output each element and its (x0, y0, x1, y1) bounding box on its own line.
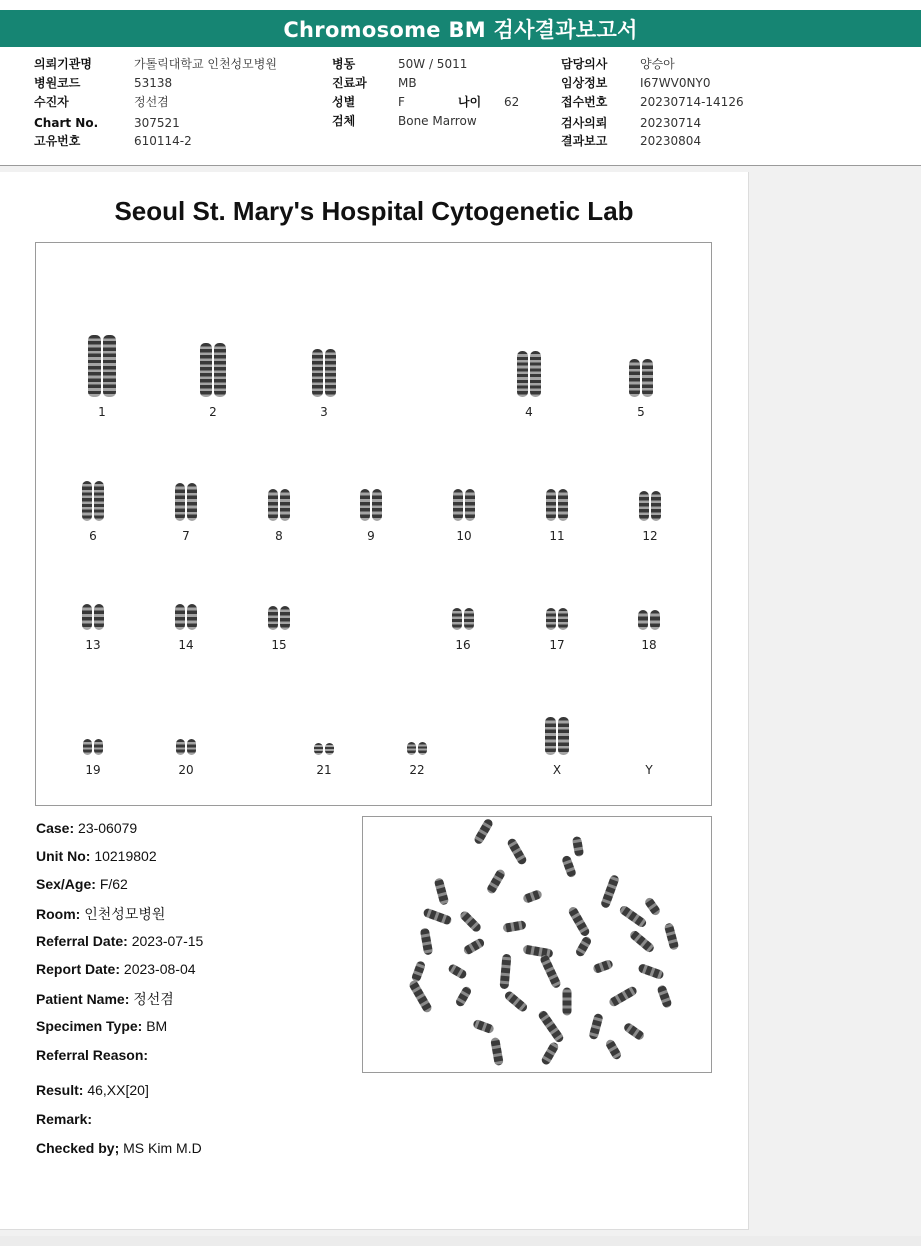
value-receipt-no: 20230714-14126 (640, 95, 744, 109)
chromosome-label: 18 (641, 638, 657, 652)
metaphase-chromosome (588, 1013, 603, 1040)
chromosome-X-a (545, 717, 556, 755)
metaphase-chromosome (628, 929, 655, 954)
metaphase-chromosome (637, 963, 665, 980)
chromosome-3-b (325, 349, 336, 397)
chromosome-label: 7 (182, 529, 190, 543)
lab-title: Seoul St. Mary's Hospital Cytogenetic Lab (114, 196, 634, 226)
chromosome-14-b (187, 604, 197, 630)
case-value: 23-06079 (78, 820, 138, 836)
chromosome-7-b (187, 483, 197, 521)
chromosome-label: 14 (178, 638, 194, 652)
chromosome-1-b (103, 335, 116, 397)
metaphase-chromosome (656, 984, 672, 1009)
label-unique-no: 고유번호 (34, 134, 81, 148)
metaphase-chromosome (522, 889, 543, 904)
label-receipt-no: 접수번호 (561, 95, 608, 109)
chromosome-3-a (312, 349, 323, 397)
chromosome-label: 4 (525, 405, 533, 419)
metaphase-chromosome (420, 927, 434, 955)
value-specimen: Bone Marrow (398, 114, 477, 128)
metaphase-chromosome (458, 909, 482, 933)
patient-name-value: 정선겸 (133, 991, 174, 1007)
chromosome-label: 8 (275, 529, 283, 543)
label-clinical-info: 임상정보 (561, 76, 608, 90)
specimen-type-value: BM (146, 1018, 168, 1034)
metaphase-chromosome (643, 896, 661, 917)
metaphase-chromosome (447, 963, 468, 980)
chromosome-10-b (465, 489, 475, 521)
chromosome-12-a (639, 491, 649, 521)
label-physician: 담당의사 (561, 57, 608, 71)
referral-date-field: Referral Date: 2023-07-15 (36, 933, 204, 949)
label-age: 나이 (458, 95, 482, 109)
chromosome-16-b (464, 608, 474, 630)
chromosome-label: 16 (455, 638, 471, 652)
metaphase-chromosome (499, 954, 511, 990)
chromosome-4-a (517, 351, 528, 397)
chromosome-label: X (552, 763, 562, 777)
value-sex: F (398, 95, 405, 109)
chromosome-15-b (280, 606, 290, 630)
metaphase-chromosome (522, 944, 553, 958)
report-banner (0, 10, 921, 47)
remark-field: Remark: (36, 1111, 93, 1127)
chromosome-10-a (453, 489, 463, 521)
specimen-type-field: Specimen Type: BM (36, 1018, 168, 1034)
label-result-report: 결과보고 (561, 134, 608, 148)
label-department: 진료과 (332, 76, 367, 90)
metaphase-chromosome (540, 1041, 560, 1066)
chromosome-label: Y (645, 763, 653, 777)
chromosome-13-a (82, 604, 92, 630)
chromosome-label: 20 (178, 763, 194, 777)
checked-by-field: Checked by; MS Kim M.D (36, 1140, 202, 1156)
chromosome-4-b (530, 351, 541, 397)
chromosome-label: 9 (367, 529, 375, 543)
sex-age-field: Sex/Age: F/62 (36, 876, 128, 892)
chromosome-label: 22 (409, 763, 425, 777)
chromosome-9-a (360, 489, 370, 521)
chromosome-13-b (94, 604, 104, 630)
chromosome-17-b (558, 608, 568, 630)
chromosome-15-a (268, 606, 278, 630)
checked-by-value: MS Kim M.D (123, 1140, 202, 1156)
karyogram-image (35, 242, 712, 806)
value-age: 62 (504, 95, 520, 109)
value-department: MB (398, 76, 417, 90)
value-clinical-info: I67WV0NY0 (640, 76, 711, 90)
chromosome-label: 12 (642, 529, 658, 543)
chromosome-label: 10 (456, 529, 472, 543)
label-patient: 수진자 (34, 95, 69, 109)
metaphase-chromosome (592, 959, 614, 974)
value-result-report: 20230804 (640, 134, 702, 148)
chromosome-7-a (175, 483, 185, 521)
metaphase-chromosome (567, 905, 591, 937)
chromosome-19-b (94, 739, 103, 755)
label-chart-no: Chart No. (34, 116, 99, 130)
metaphase-chromosome (604, 1038, 622, 1061)
bottom-strip (0, 1236, 921, 1246)
chromosome-label: 17 (549, 638, 565, 652)
metaphase-chromosome (563, 988, 572, 1016)
chromosome-label: 21 (316, 763, 332, 777)
metaphase-chromosome (462, 937, 486, 956)
metaphase-chromosome (473, 818, 494, 846)
chromosome-19-a (83, 739, 92, 755)
chromosome-11-a (546, 489, 556, 521)
chromosome-label: 13 (85, 638, 101, 652)
chromosome-14-a (175, 604, 185, 630)
label-sex: 성별 (332, 95, 356, 109)
referral-date-value: 2023-07-15 (131, 933, 204, 949)
chromosome-2-b (214, 343, 226, 397)
patient-name-field: Patient Name: 정선겸 (36, 991, 174, 1007)
metaphase-chromosome (490, 1037, 504, 1066)
chromosome-label: 19 (85, 763, 101, 777)
chromosome-20-b (187, 739, 196, 755)
metaphase-chromosome (537, 1009, 565, 1044)
chromosome-18-b (650, 610, 660, 630)
value-chart-no: 307521 (134, 116, 180, 130)
label-hospital-code: 병원코드 (34, 76, 81, 90)
chromosome-11-b (558, 489, 568, 521)
chromosome-20-a (176, 739, 185, 755)
value-requesting-institution: 가톨릭대학교 인천성모병원 (134, 57, 277, 71)
metaphase-chromosome (561, 855, 577, 879)
label-request-date: 검사의뢰 (561, 116, 608, 130)
chromosome-8-b (280, 489, 290, 521)
chromosome-label: 2 (209, 405, 217, 419)
metaphase-chromosome (454, 985, 472, 1008)
chromosome-1-a (88, 335, 101, 397)
metaphase-chromosome (506, 837, 528, 866)
chromosome-5-a (629, 359, 640, 397)
label-ward: 병동 (332, 57, 356, 71)
value-hospital-code: 53138 (134, 76, 173, 90)
value-ward: 50W / 5011 (398, 57, 468, 71)
metaphase-chromosome (472, 1019, 495, 1035)
metaphase-chromosome (408, 979, 433, 1014)
chromosome-label: 15 (271, 638, 287, 652)
metaphase-chromosome (434, 877, 450, 905)
room-value: 인천성모병원 (84, 906, 166, 922)
referral-reason-field: Referral Reason: (36, 1047, 149, 1063)
metaphase-chromosome (618, 904, 648, 929)
chromosome-label: 3 (320, 405, 328, 419)
chromosome-21-b (325, 743, 334, 755)
chromosome-18-a (638, 610, 648, 630)
value-patient: 정선겸 (134, 95, 169, 109)
metaphase-chromosome (572, 836, 584, 857)
result-field: Result: 46,XX[20] (36, 1082, 149, 1098)
metaphase-spread-graphic (363, 817, 711, 1072)
report-date-value: 2023-08-04 (123, 961, 196, 977)
report-date-field: Report Date: 2023-08-04 (36, 961, 196, 977)
chromosome-8-a (268, 489, 278, 521)
metaphase-chromosome (411, 960, 427, 983)
patient-info-panel (0, 47, 921, 166)
metaphase-chromosome (600, 874, 620, 909)
unit-no-field: Unit No: 10219802 (36, 848, 157, 864)
room-field: Room: 인천성모병원 (36, 906, 166, 922)
chromosome-label: 1 (98, 405, 106, 419)
chromosome-5-b (642, 359, 653, 397)
chromosome-label: 5 (637, 405, 645, 419)
label-requesting-institution: 의뢰기관명 (34, 57, 92, 71)
metaphase-chromosome (486, 868, 507, 895)
chromosome-17-a (546, 608, 556, 630)
value-unique-no: 610114-2 (134, 134, 192, 148)
chromosome-2-a (200, 343, 212, 397)
chromosome-6-b (94, 481, 104, 521)
metaphase-chromosome (422, 907, 452, 925)
chromosome-16-a (452, 608, 462, 630)
unit-no-value: 10219802 (94, 848, 157, 864)
chromosome-X-b (558, 717, 569, 755)
metaphase-image (362, 816, 712, 1073)
chromosome-label: 11 (549, 529, 565, 543)
metaphase-chromosome (622, 1022, 645, 1042)
chromosome-6-a (82, 481, 92, 521)
metaphase-chromosome (664, 922, 680, 950)
report-title: Chromosome BM 검사결과보고서 (283, 17, 638, 42)
chromosome-21-a (314, 743, 323, 755)
result-value: 46,XX[20] (87, 1082, 149, 1098)
value-request-date: 20230714 (640, 116, 702, 130)
metaphase-chromosome (574, 935, 592, 958)
metaphase-chromosome (502, 920, 526, 933)
chromosome-label: 6 (89, 529, 97, 543)
chromosome-12-b (651, 491, 661, 521)
metaphase-chromosome (608, 985, 638, 1008)
label-specimen: 검체 (332, 114, 356, 128)
metaphase-chromosome (539, 954, 562, 990)
chromosome-22-b (418, 742, 427, 755)
chromosome-9-b (372, 489, 382, 521)
sex-age-value: F/62 (99, 876, 128, 892)
case-field: Case: 23-06079 (36, 820, 138, 836)
metaphase-chromosome (503, 990, 529, 1014)
chromosome-22-a (407, 742, 416, 755)
value-physician: 양승아 (640, 57, 675, 71)
